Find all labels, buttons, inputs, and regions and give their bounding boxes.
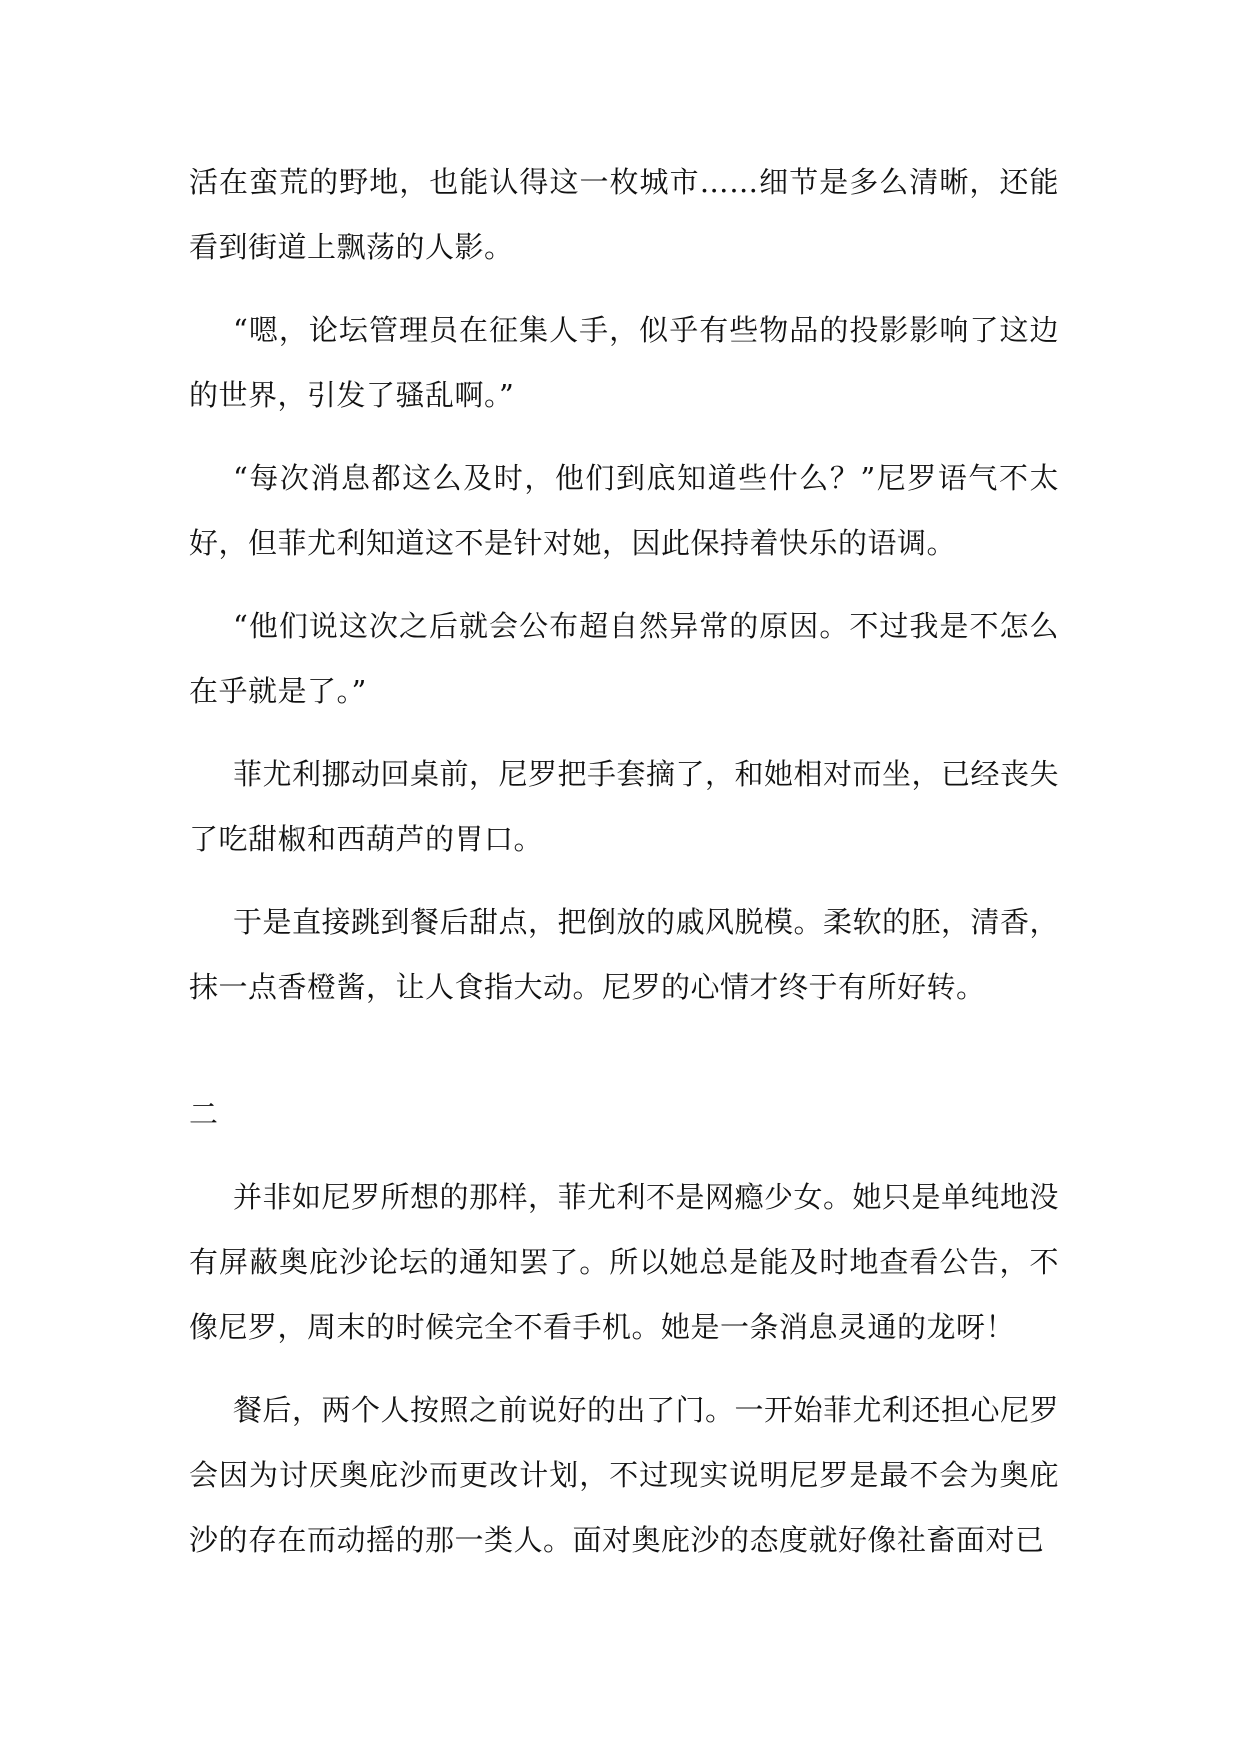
- paragraph-2: “嗯，论坛管理员在征集人手，似乎有些物品的投影影响了这边的世界，引发了骚乱啊。”: [189, 313, 1059, 412]
- chapter-heading: 二: [189, 1097, 219, 1131]
- paragraph-5: 菲尤利挪动回桌前，尼罗把手套摘了，和她相对而坐，已经丧失了吃甜椒和西葫芦的胃口。: [189, 757, 1060, 856]
- paragraph-8: 餐后，两个人按照之前说好的出了门。一开始菲尤利还担心尼罗会因为讨厌奥庇沙而更改计划，不过现实说明尼罗是最不会为奥庇沙的存在而动摇的那一类人。面对奥庇沙的态度就好像社畜面对已: [189, 1393, 1060, 1557]
- paragraph-1: 活在蛮荒的野地，也能认得这一枚城市……细节是多么清晰，还能看到街道上飘荡的人影。: [189, 165, 1059, 264]
- section-spacer: [189, 1038, 1059, 1082]
- paragraph-7: 并非如尼罗所想的那样，菲尤利不是网瘾少女。她只是单纯地没有屏蔽奥庇沙论坛的通知罢了。所以她总是能及时地查看公告，不像尼罗，周末的时候完全不看手机。她是一条消息灵通的龙呀！: [189, 1180, 1060, 1344]
- paragraph-4: “他们说这次之后就会公布超自然异常的原因。不过我是不怎么在乎就是了。”: [189, 609, 1059, 708]
- paragraph-3: “每次消息都这么及时，他们到底知道些什么？”尼罗语气不太好，但菲尤利知道这不是针对她，因此保持着快乐的语调。: [189, 461, 1059, 560]
- document-body: [189, 150, 1059, 1591]
- paragraph-6: 于是直接跳到餐后甜点，把倒放的戚风脱模。柔软的胚，清香，抹一点香橙酱，让人食指大动。尼罗的心情才终于有所好转。: [189, 905, 1060, 1004]
